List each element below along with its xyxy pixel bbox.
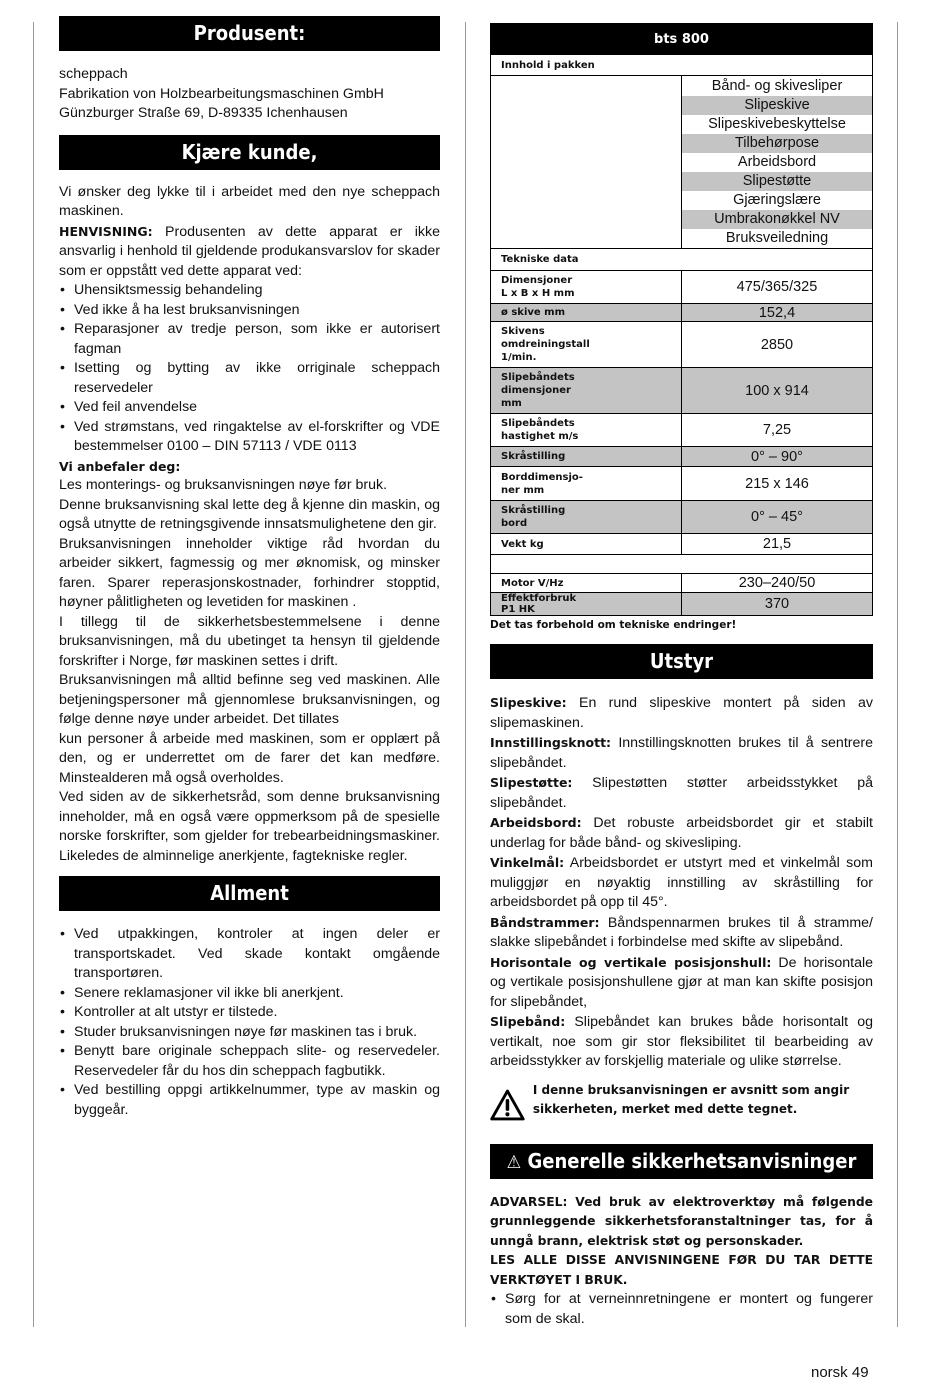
equipment-item [490, 813, 873, 853]
page-number: norsk 49 [811, 1364, 869, 1381]
spec-label-text: Skivens omdreiningstall 1/min. [501, 326, 590, 363]
contents-item: Tilbehørpose [682, 134, 872, 153]
recommend-paragraph: Bruksanvisningen inneholder viktige råd hvordan du arbeider sikkert, fagmessig og mer øknomisk, og minsker faren. Sparer reperasjonskostnader, forhindrer stopptid, høyner pålitligheten og levetiden for maskinen . [59, 535, 440, 610]
safety-heading-text: Generelle sikkerhetsanvisninger [527, 1148, 857, 1173]
warning-note-text: I denne bruksanvisningen er avsnitt som angir sikkerheten, merket med dette tegnet. [532, 1082, 850, 1116]
list-item: • Senere reklamasjoner vil ikke bli anerkjent. [59, 984, 440, 1004]
list-item: • Ved ikke å ha lest bruksanvisningen [59, 301, 440, 321]
list-item: • Reparasjoner av tredje person, som ikke er autorisert fagman [59, 320, 440, 359]
dear-customer-heading: Kjære kunde, [59, 135, 440, 170]
equipment-text: Slipebåndet kan brukes både horisontalt og vertikalt, noe som gir stor fleksibilitet til bearbeiding av arbeidsstykker av forskjellig materiale og ulike størrelse. [490, 1014, 873, 1069]
table-footnote: Det tas forbehold om tekniske endringer! [490, 619, 737, 631]
equipment-text: Slipestøtten støtter arbeidsstykket på slipebåndet. [490, 775, 873, 811]
spec-label-text: Effektforbruk P1 HK [501, 593, 577, 615]
list-item: • Ved utpakkingen, kontroler at ingen deler er transportskadet. Ved skade kontakt omgående transportøren. [59, 925, 440, 984]
recommend-paragraph: kun personer å arbeide med maskinen, som er opplært på den, og er underrettet om de farer det kan medføre. Minstealderen må også overholdes. [59, 730, 440, 786]
spec-label [491, 271, 682, 304]
equipment-text: De horisontale og vertikale posisjonshullene gjør at man kan skifte posisjon for slipebåndet, [490, 954, 873, 1010]
spec-value: 0° – 90° [682, 447, 873, 467]
equipment-text: Båndspennarmen brukes til å stramme/ slakke slipebåndet i forbindelse med skifte av slipebånd. [490, 914, 873, 950]
intro-section [59, 183, 440, 867]
producer-address [59, 65, 440, 124]
safety-list [490, 1290, 873, 1329]
contents-item: Bånd- og skivesliper [711, 78, 843, 94]
intro-paragraph: Vi ønsker deg lykke til i arbeidet med den nye scheppach maskinen. [59, 183, 440, 219]
equipment-text: Arbeidsbordet er utstyrt med et vinkelmål som muliggjør en nøyaktig innstilling av skråstilling for arbeidsbordet på opp til 45°. [490, 855, 873, 910]
right-margin-line [897, 22, 898, 1327]
notice-text: Produsenten av dette apparat er ikke ansvarlig i henhold til gjeldende produkansvarslov for skader som er oppstått ved dette apparat ved: [59, 223, 440, 279]
contents-item: Gjæringslære [733, 192, 821, 208]
equipment-item [490, 733, 873, 773]
spec-value: 2850 [682, 322, 873, 368]
spec-label [491, 414, 682, 447]
producer-line: Fabrikation von Holzbearbeitungsmaschinen GmbH [59, 85, 384, 102]
contents-item: Umbrakonøkkel NV [682, 210, 872, 229]
spec-label [491, 447, 682, 467]
notice-list [59, 281, 440, 457]
spec-label [491, 467, 682, 501]
equipment-item [490, 773, 873, 813]
spec-value: 230–240/50 [682, 574, 873, 593]
tech-data-label: Tekniske data [491, 249, 873, 271]
notice-label: HENVISNING: [59, 223, 153, 239]
equipment-term: Horisontale og vertikale posisjonshull: [490, 954, 772, 970]
safety-read-all: LES ALLE DISSE ANVISNINGENE FØR DU TAR DETTE VERKTØYET I BRUK. [490, 1253, 873, 1287]
spec-value: 475/365/325 [682, 271, 873, 304]
left-margin-line [33, 22, 34, 1327]
contents-item: Slipestøtte [682, 172, 872, 191]
contents-spacer [491, 76, 682, 249]
spec-value: 215 x 146 [682, 467, 873, 501]
spec-label [491, 368, 682, 414]
recommend-paragraph: Bruksanvisningen må alltid befinne seg ved maskinen. Alle betjeningspersoner må gjennomlese bruksanvisningen, og følge denne nøye under arbeidet. Det tillates [59, 672, 440, 727]
spacer-row [491, 555, 873, 574]
spec-label [491, 501, 682, 534]
equipment-item [490, 853, 873, 913]
equipment-term: Båndstrammer: [490, 914, 600, 930]
spec-label-text: Vekt kg [501, 538, 544, 550]
list-item: • Ved feil anvendelse [59, 398, 440, 418]
equipment-term: Slipeskive: [490, 695, 567, 710]
right-column [490, 0, 873, 1329]
equipment-term: Arbeidsbord: [490, 815, 582, 830]
spec-value: 370 [682, 593, 873, 616]
spec-label [491, 534, 682, 555]
spec-value: 21,5 [682, 534, 873, 555]
list-item: • Studer bruksanvisningen nøye før maskinen tas i bruk. [59, 1023, 440, 1043]
contents-list [682, 76, 873, 249]
list-item: • Kontroller at alt utstyr er tilstede. [59, 1003, 440, 1023]
list-item: • Uhensiktsmessig behandeling [59, 281, 440, 301]
recommend-paragraph: Les monterings- og bruksanvisningen nøye før bruk. [59, 477, 388, 493]
producer-heading: Produsent: [59, 16, 440, 51]
equipment-term: Slipebånd: [490, 1014, 566, 1029]
equipment-item [490, 693, 873, 733]
spec-label-text: Borddimensjo- ner mm [501, 471, 583, 496]
list-item: • Ved bestilling oppgi artikkelnummer, type av maskin og byggeår. [59, 1081, 440, 1120]
spec-label-text: Slipebåndets hastighet m/s [501, 418, 579, 442]
general-section [59, 925, 440, 1120]
contents-item: Slipeskivebeskyttelse [708, 116, 846, 132]
spec-label-text: ø skive mm [501, 307, 566, 318]
center-divider-line [465, 22, 466, 1327]
spec-label-text: Dimensjoner L x B x H mm [501, 275, 575, 299]
warning-note [490, 1078, 873, 1132]
spec-value: 0° – 45° [682, 501, 873, 534]
equipment-text: Innstillingsknotten brukes til å sentrere slipebåndet. [490, 735, 873, 771]
spec-label-text: Motor V/Hz [501, 577, 564, 589]
warning-triangle-icon: ⚠ [506, 1151, 522, 1173]
spec-label [491, 322, 682, 368]
safety-section [490, 1193, 873, 1330]
equipment-section [490, 693, 873, 1072]
list-item: • Benytt bare originale scheppach slite- og reservedeler. Reservedeler får du hos din scheppach fagbutikk. [59, 1042, 440, 1081]
spec-label-text: Slipebåndets dimensjoner mm [501, 372, 575, 409]
notice-paragraph [59, 222, 440, 282]
equipment-text: Det robuste arbeidsbordet gir et stabilt underlag for både bånd- og skivesliping. [490, 815, 873, 851]
producer-line: scheppach [59, 66, 128, 82]
recommend-paragraph: Ved siden av de sikkerhetsråd, som denne bruksanvisning inneholder, må en også være oppmerksom på de spesielle norske forskrifter, som gjelder for trebearbeidningsmaskiner. Likeledes de alminnelige anerkjente, fagtekniske regler. [59, 789, 440, 864]
contents-item: Slipeskive [682, 96, 872, 115]
model-header: bts 800 [491, 24, 873, 55]
spec-value: 100 x 914 [682, 368, 873, 414]
equipment-item [490, 1012, 873, 1072]
spec-label [491, 304, 682, 322]
equipment-term: Vinkelmål: [490, 855, 565, 870]
general-heading: Allment [59, 876, 440, 911]
warning-triangle-icon [490, 1078, 525, 1132]
spec-label-text: Skråstilling bord [501, 505, 566, 529]
contents-item: Arbeidsbord [737, 154, 817, 170]
equipment-term: Slipestøtte: [490, 775, 573, 790]
producer-line: Günzburger Straße 69, D-89335 Ichenhausen [59, 105, 348, 121]
list-item: • Isetting og bytting av ikke orriginale scheppach reservedeler [59, 359, 440, 398]
contents-item: Bruksveiledning [725, 230, 829, 246]
equipment-term: Innstillingsknott: [490, 735, 612, 750]
recommend-label: Vi anbefaler deg: [59, 458, 181, 474]
general-list [59, 925, 440, 1120]
safety-warning: ADVARSEL: Ved bruk av elektroverktøy må følgende grunnleggende sikkerhetsforanstaltninger tas, for å unngå brann, elektrisk støt og personskader. [490, 1194, 873, 1248]
list-item: • Ved strømstans, ved ringaktelse av el-forskrifter og VDE bestemmelser 0100 – DIN 57113 / VDE 0113 [59, 418, 440, 457]
recommend-paragraph: I tillegg til de sikkerhetsbestemmelsene i denne bruksanvisningen, må du ubetinget ta hensyn til gjeldende forskrifter i Norge, før maskinen settes i drift. [59, 613, 440, 669]
spec-label [491, 574, 682, 593]
list-item: • Sørg for at verneinnretningene er montert og fungerer som de skal. [490, 1290, 873, 1329]
spec-label-text: Skråstilling [501, 451, 566, 462]
safety-heading [490, 1144, 873, 1179]
equipment-heading: Utstyr [490, 644, 873, 679]
contents-label: Innhold i pakken [491, 55, 873, 76]
equipment-item [490, 953, 873, 1013]
recommend-paragraph: Denne bruksanvisning skal lette deg å kjenne din maskin, og også utnytte de retningsgivende innsatsmulighetene den gir. [59, 496, 440, 532]
spec-label [491, 593, 682, 616]
equipment-text: En rund slipeskive montert på siden av slipemaskinen. [490, 695, 873, 731]
spec-value: 7,25 [682, 414, 873, 447]
spec-table [490, 23, 873, 616]
spec-value: 152,4 [682, 304, 873, 322]
equipment-item [490, 913, 873, 953]
left-column [59, 0, 440, 1120]
